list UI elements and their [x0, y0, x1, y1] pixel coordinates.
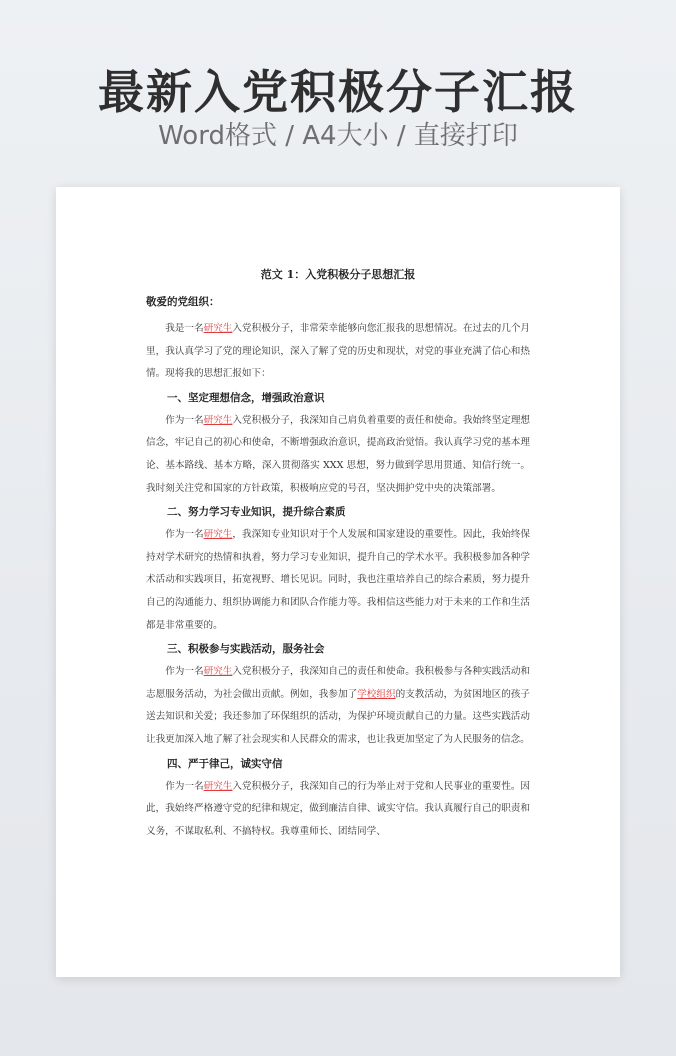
keyword-link[interactable]: 研究生 — [203, 529, 233, 541]
document-page — [56, 187, 620, 977]
keyword-link[interactable]: 研究生 — [203, 666, 233, 678]
intro-text-after: 入党积极分子，非常荣幸能够向您汇报我的思想情况。在过去的几个月里，我认真学习了党的理论知识，深入了解了党的历史和现状，对党的事业充满了信心和热情。现将我的思想汇报如下： — [146, 323, 531, 380]
section-heading: 三、积极参与实践活动，服务社会 — [167, 643, 325, 656]
keyword-link[interactable]: 研究生 — [203, 780, 233, 792]
section-heading: 一、坚定理想信念，增强政治意识 — [167, 391, 325, 404]
intro-paragraph — [146, 318, 530, 386]
section-text-middle: 入党积极分子，我深知自己的责任和使命。我积极参与各种实践活动和志愿服务活动，为社会做出贡献。例如，我参加了 — [146, 666, 531, 700]
document-content — [146, 267, 530, 843]
section-paragraph — [146, 410, 530, 500]
section-text-after: 的支教活动，为贫困地区的孩子送去知识和关爱；我还参加了环保组织的活动，为保护环境贡献自己的力量。这些实践活动让我更加深入地了解了社会现实和人民群众的需求，也让我更加坚定了为人民服务的信念。 — [146, 688, 531, 745]
document-title: 范文 1：入党积极分子思想汇报 — [260, 268, 416, 281]
section-text-before: 作为一名 — [165, 780, 204, 792]
section-text-after: ，我深知专业知识对于个人发展和国家建设的重要性。因此，我始终保持对学术研究的热情和执着，努力学习专业知识，提升自己的学术水平。我积极参加各种学术活动和实践项目，拓宽视野、增长见识。同时，我也注重培养自己的综合素质，努力提升自己的沟通能力、组织协调能力和团队合作能力等。我相信这些能力对于未来的工作和生活都是非常重要的。 — [146, 529, 531, 631]
section-text-before: 作为一名 — [165, 414, 204, 426]
section-heading: 四、严于律己，诚实守信 — [167, 757, 283, 770]
section-paragraph — [146, 661, 530, 751]
keyword-link[interactable]: 研究生 — [203, 323, 233, 334]
section-text-after: 入党积极分子，我深知自己肩负着重要的责任和使命。我始终坚定理想信念，牢记自己的初心和使命，不断增强政治意识，提高政治觉悟。我认真学习党的基本理论、基本路线、基本方略，深入贯彻落实 XXX 思想，努力做到学思用贯通、知信行统一。我时刻关注党和国家的方针政策，积极响应党的号召，坚决拥护党中央的决策部署。 — [146, 414, 531, 494]
keyword-link[interactable]: 研究生 — [203, 414, 233, 426]
section-text-before: 作为一名 — [165, 666, 204, 678]
section-paragraph — [146, 524, 530, 637]
salutation: 敬爱的党组织： — [146, 296, 220, 308]
section-paragraph — [146, 776, 530, 844]
intro-text-before: 我是一名 — [165, 323, 204, 334]
keyword-link[interactable]: 学校组织 — [357, 688, 396, 700]
banner-subtitle: Word格式 / A4大小 / 直接打印 — [158, 121, 518, 151]
section-text-before: 作为一名 — [165, 529, 204, 541]
section-text-after: 入党积极分子，我深知自己的行为举止对于党和人民事业的重要性。因此，我始终严格遵守党的纪律和规定，做到廉洁自律、诚实守信。我认真履行自己的职责和义务，不谋取私利、不搞特权。我尊重师长、团结同学、 — [146, 780, 531, 837]
banner-title: 最新入党积极分子汇报 — [98, 65, 578, 119]
section-heading: 二、努力学习专业知识，提升综合素质 — [167, 506, 346, 519]
